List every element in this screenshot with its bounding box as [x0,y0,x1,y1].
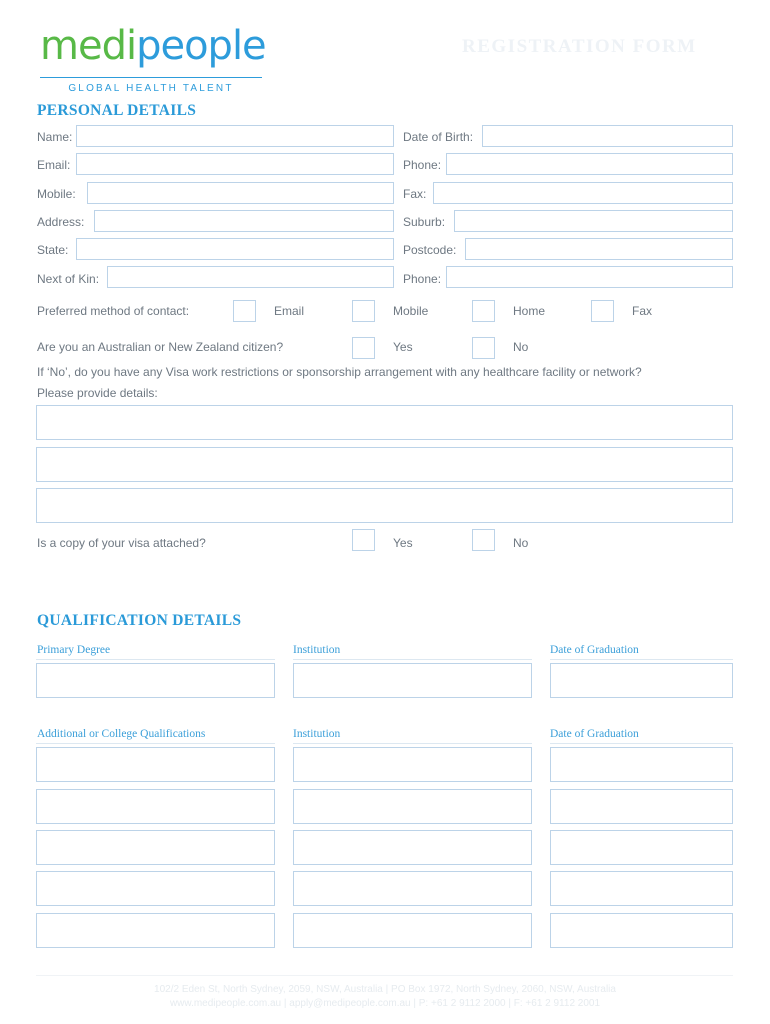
visa-copy-yes-checkbox[interactable] [352,529,375,551]
contact-mobile-checkbox[interactable] [352,300,375,322]
column-rule [36,743,275,744]
preferred-contact-label: Preferred method of contact: [37,304,190,318]
column-rule [550,743,733,744]
contact-mobile-label: Mobile [393,304,429,318]
email-field[interactable] [76,153,394,175]
additional-qualification-field[interactable] [36,830,275,865]
dob-label: Date of Birth: [403,130,474,144]
primary-institution-field[interactable] [293,663,532,698]
fax-field[interactable] [433,182,733,204]
qualification-details-heading: QUALIFICATION DETAILS [37,612,242,629]
citizen-yes-checkbox[interactable] [352,337,375,359]
column-rule [550,659,733,660]
visa-copy-question: Is a copy of your visa attached? [37,536,206,550]
additional-qualification-field[interactable] [36,871,275,906]
logo-text-people: people [136,23,266,69]
details-field-1[interactable] [36,405,733,440]
phone-field[interactable] [446,153,733,175]
state-label: State: [37,243,69,257]
dob-field[interactable] [482,125,733,147]
additional-qualification-field[interactable] [36,747,275,782]
mobile-field[interactable] [87,182,394,204]
additional-institution-field[interactable] [293,830,532,865]
additional-institution-header: Institution [293,728,341,740]
logo-text-medi: medi [40,23,137,69]
name-field[interactable] [76,125,394,147]
email-label: Email: [37,158,71,172]
next-of-kin-label: Next of Kin: [37,272,100,286]
footer-divider [36,975,733,976]
primary-graduation-field[interactable] [550,663,733,698]
additional-graduation-field[interactable] [550,747,733,782]
citizen-no-checkbox[interactable] [472,337,495,359]
additional-qualification-field[interactable] [36,913,275,948]
form-title: REGISTRATION FORM [462,36,697,57]
additional-graduation-field[interactable] [550,789,733,824]
additional-institution-field[interactable] [293,747,532,782]
suburb-field[interactable] [454,210,733,232]
contact-email-label: Email [274,304,305,318]
additional-qualifications-header: Additional or College Qualifications [37,728,206,740]
additional-institution-field[interactable] [293,913,532,948]
contact-fax-label: Fax [632,304,653,318]
mobile-label: Mobile: [37,187,76,201]
suburb-label: Suburb: [403,215,446,229]
details-label: Please provide details: [37,386,158,400]
fax-label: Fax: [403,187,427,201]
logo-tagline: GLOBAL HEALTH TALENT [68,83,234,94]
medipeople-logo [40,22,266,70]
column-rule [293,743,532,744]
additional-graduation-field[interactable] [550,871,733,906]
additional-graduation-field[interactable] [550,913,733,948]
primary-graduation-header: Date of Graduation [550,644,639,656]
name-label: Name: [37,130,73,144]
visa-copy-no-label: No [513,536,529,550]
footer-address: 102/2 Eden St, North Sydney, 2059, NSW, Australia | PO Box 1972, North Sydney, 2060, NSW, Australia [154,984,616,995]
postcode-label: Postcode: [403,243,457,257]
citizen-no-label: No [513,340,529,354]
phone-label: Phone: [403,158,442,172]
next-of-kin-field[interactable] [107,266,394,288]
citizen-yes-label: Yes [393,340,413,354]
additional-qualification-field[interactable] [36,789,275,824]
state-field[interactable] [76,238,394,260]
visa-copy-no-checkbox[interactable] [472,529,495,551]
citizen-question: Are you an Australian or New Zealand citizen? [37,340,284,354]
logo-divider [40,77,262,78]
contact-home-label: Home [513,304,546,318]
primary-institution-header: Institution [293,644,341,656]
column-rule [36,659,275,660]
kin-phone-field[interactable] [446,266,733,288]
contact-email-checkbox[interactable] [233,300,256,322]
details-field-2[interactable] [36,447,733,482]
postcode-field[interactable] [465,238,733,260]
primary-degree-field[interactable] [36,663,275,698]
visa-restrictions-question: If ‘No’, do you have any Visa work restrictions or sponsorship arrangement with any healthcare facility or network? [37,365,642,379]
kin-phone-label: Phone: [403,272,442,286]
additional-institution-field[interactable] [293,871,532,906]
visa-copy-yes-label: Yes [393,536,413,550]
personal-details-heading: PERSONAL DETAILS [37,102,197,119]
additional-graduation-field[interactable] [550,830,733,865]
primary-degree-header: Primary Degree [37,644,111,656]
contact-fax-checkbox[interactable] [591,300,614,322]
additional-institution-field[interactable] [293,789,532,824]
details-field-3[interactable] [36,488,733,523]
address-label: Address: [37,215,85,229]
address-field[interactable] [94,210,394,232]
column-rule [293,659,532,660]
contact-home-checkbox[interactable] [472,300,495,322]
footer-contact: www.medipeople.com.au | apply@medipeople.com.au | P: +61 2 9112 2000 | F: +61 2 9112 2001 [169,998,601,1009]
additional-graduation-header: Date of Graduation [550,728,639,740]
